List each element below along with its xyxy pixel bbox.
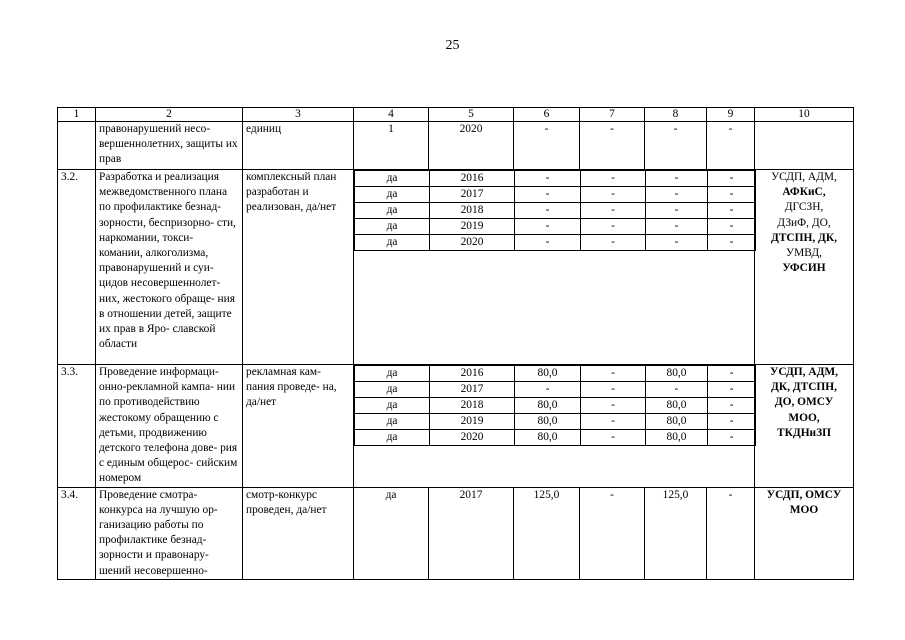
year: 2019 [430,219,515,235]
responsible-line: АФКиС, [782,186,826,199]
column-header: 4 [354,108,429,122]
funding-total: - [515,187,581,203]
funding-regional: - [646,382,708,398]
responsible [755,170,854,365]
funding-regional: - [646,187,708,203]
funding-regional: 80,0 [646,398,708,414]
funding-total: 80,0 [515,366,581,382]
target-value: да [355,414,430,430]
funding-federal: - [581,171,646,187]
funding-regional: - [646,171,708,187]
funding-regional: - [646,203,708,219]
responsible-line: УСДП, АДМ, [771,171,837,183]
year: 2020 [430,235,515,251]
target-value: да [355,398,430,414]
year: 2019 [430,414,515,430]
year: 2016 [430,366,515,382]
yearly-values [354,170,756,251]
funding-other: - [708,171,756,187]
funding-other: - [708,398,756,414]
funding-other: - [707,487,755,579]
funding-total: 125,0 [514,487,580,579]
funding-federal: - [581,398,646,414]
responsible-line: УМВД, [786,247,822,260]
indicator: смотр-конкурс проведен, да/нет [243,487,354,579]
responsible-line: ДГСЗН, [784,201,824,214]
year-row [355,203,756,219]
funding-other: - [708,235,756,251]
activity-name: правонарушений несо- вершеннолетних, защиты их прав [96,122,243,170]
column-numbers-row [58,108,854,122]
funding-regional: - [646,235,708,251]
funding-total: - [515,235,581,251]
page-number: 25 [445,38,460,53]
funding-total: - [515,203,581,219]
funding-federal: - [581,187,646,203]
year-row [355,414,756,430]
year: 2017 [429,487,514,579]
funding-federal: - [581,235,646,251]
responsible-line: УФСИН [782,262,826,275]
target-value: да [355,219,430,235]
plan-table [57,107,854,580]
column-header: 8 [645,108,707,122]
funding-federal: - [581,366,646,382]
table-row [58,365,854,488]
target-value: да [355,171,430,187]
funding-other: - [708,382,756,398]
year: 2020 [429,122,514,170]
funding-federal: - [581,414,646,430]
funding-total: - [515,382,581,398]
target-value: да [355,430,430,446]
funding-federal: - [581,430,646,446]
year-row [355,382,756,398]
year: 2018 [430,398,515,414]
year: 2020 [430,430,515,446]
responsible [755,487,854,579]
target-value: да [355,366,430,382]
funding-regional: - [645,122,707,170]
funding-regional: 125,0 [645,487,707,579]
responsible-line: МОО [789,503,819,516]
year-row [355,171,756,187]
funding-other: - [708,414,756,430]
funding-other: - [708,203,756,219]
funding-other: - [708,187,756,203]
continued-row [58,122,854,170]
row-number: 3.2. [58,170,96,365]
responsible [755,122,854,170]
funding-total: 80,0 [515,430,581,446]
year-row [355,366,756,382]
row-number: 3.3. [58,365,96,488]
year-row [355,235,756,251]
responsible-line: ДТСПН, ДК, [770,231,838,244]
responsible-line: УСДП, ОМСУ [766,488,842,501]
indicator: комплексный план разработан и реализован, да/нет [243,170,354,365]
row-number [58,122,96,170]
yearly-values [354,365,756,446]
target-value: да [354,487,429,579]
responsible-line: УСДП, АДМ, [769,366,839,378]
funding-federal: - [580,487,645,579]
activity-name: Проведение информаци- онно-рекламной кампа- нии по противодействию жестокому обращению с детьми, продвижению детского телефона дове- рия с единым общерос- сийским номером [96,365,243,488]
row-number: 3.4. [58,487,96,579]
funding-total: - [515,219,581,235]
year: 2018 [430,203,515,219]
funding-federal: - [581,203,646,219]
funding-regional: 80,0 [646,366,708,382]
column-header: 10 [755,108,854,122]
year-row [355,219,756,235]
responsible-line: ДК, ДТСПН, [770,381,838,394]
column-header: 9 [707,108,755,122]
year: 2017 [430,382,515,398]
funding-regional: - [646,219,708,235]
target-value: да [355,203,430,219]
year-row [355,187,756,203]
funding-other: - [708,430,756,446]
table-row [58,170,854,365]
responsible-line: МОО, [788,411,820,424]
funding-federal: - [581,382,646,398]
target-value: 1 [354,122,429,170]
funding-federal: - [581,219,646,235]
responsible [755,365,854,488]
table-row [58,487,854,579]
funding-federal: - [580,122,645,170]
funding-other: - [708,366,756,382]
activity-name: Разработка и реализация межведомственного плана по профилактике безнад- зорности, беспризорно- сти, наркомании, токси- комании, алкоголизма, правонарушений и суи- цидов несовершеннолет- них, жестокого обраще- ния в отношении детей, защите их прав в Яро- славской области [96,170,243,365]
funding-regional: 80,0 [646,430,708,446]
year-row [355,398,756,414]
responsible-line: ТКДНиЗП [777,426,831,439]
year: 2016 [430,171,515,187]
column-header: 3 [243,108,354,122]
funding-total: 80,0 [515,398,581,414]
year-row [355,430,756,446]
column-header: 1 [58,108,96,122]
year: 2017 [430,187,515,203]
activity-name: Проведение смотра- конкурса на лучшую ор- ганизацию работы по профилактике безнад- зорности и правонару- шений несовершенно- [96,487,243,579]
column-header: 2 [96,108,243,122]
funding-other: - [708,219,756,235]
column-header: 5 [429,108,514,122]
indicator: рекламная кам- пания проведе- на, да/нет [243,365,354,488]
target-value: да [355,382,430,398]
funding-total: - [515,171,581,187]
indicator: единиц [243,122,354,170]
responsible-line: ДО, ОМСУ [774,396,834,409]
column-header: 6 [514,108,580,122]
column-header: 7 [580,108,645,122]
funding-regional: 80,0 [646,414,708,430]
funding-other: - [707,122,755,170]
funding-total: 80,0 [515,414,581,430]
target-value: да [355,187,430,203]
target-value: да [355,235,430,251]
funding-total: - [514,122,580,170]
responsible-line: ДЗиФ, ДО, [777,216,831,229]
